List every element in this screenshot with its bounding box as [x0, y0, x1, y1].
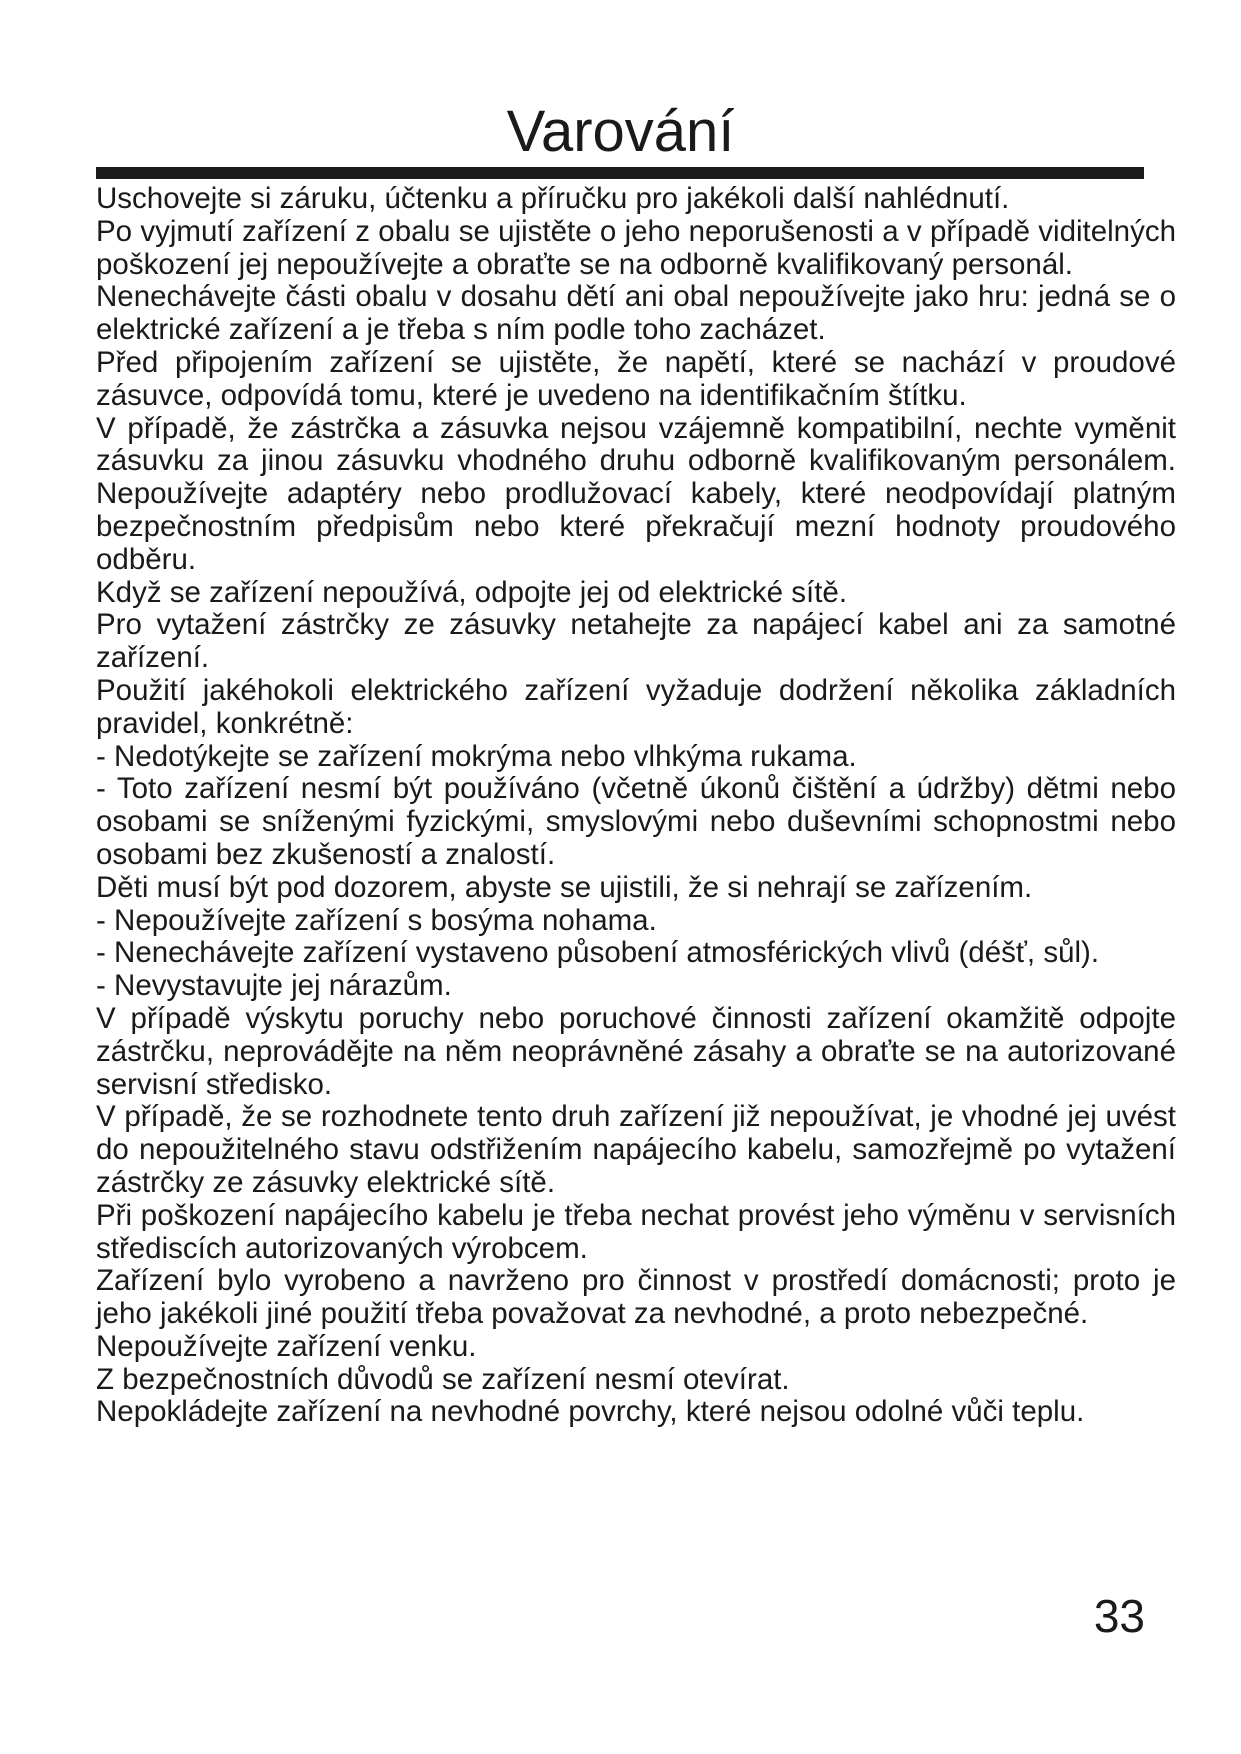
paragraph: Před připojením zařízení se ujistěte, že napětí, které se nachází v proudové zásuvce, odpovídá tomu, které je uvedeno na identifikačním štítku. [96, 345, 1176, 412]
list-item: - Nepoužívejte zařízení s bosýma nohama. [96, 903, 657, 937]
page-number: 33 [1093, 1590, 1145, 1642]
paragraph: Nenechávejte části obalu v dosahu dětí ani obal nepoužívejte jako hru: jedná se o elektrické zařízení a je třeba s ním podle toho zacházet. [96, 280, 1176, 347]
paragraph: Pro vytažení zástrčky ze zásuvky netahejte za napájecí kabel ani za samotné zařízení. [96, 608, 1176, 675]
paragraph: Z bezpečnostních důvodů se zařízení nesmí otevírat. [96, 1362, 790, 1396]
list-item: - Toto zařízení nesmí být používáno (včetně úkonů čištění a údržby) dětmi nebo osobami se sníženými fyzickými, smyslovými nebo duševními schopnostmi nebo osobami bez zkušeností a znalostí. [96, 772, 1176, 871]
paragraph: Nepoužívejte zařízení venku. [96, 1329, 477, 1363]
paragraph: Nepokládejte zařízení na nevhodné povrchy, které nejsou odolné vůči teplu. [96, 1395, 1085, 1429]
paragraph: V případě, že zástrčka a zásuvka nejsou vzájemně kompatibilní, nechte vyměnit zásuvku za jinou zásuvku vhodného druhu odborně kvalifikovaným personálem. Nepoužívejte adaptéry nebo prodlužovací kabely, které neodpovídají platným bezpečnostním předpisům nebo které překračují mezní hodnoty proudového odběru. [96, 411, 1176, 576]
list-item: - Nevystavujte jej nárazům. [96, 969, 452, 1003]
list-item: - Nedotýkejte se zařízení mokrýma nebo vlhkýma rukama. [96, 739, 857, 773]
paragraph: V případě, že se rozhodnete tento druh zařízení již nepoužívat, je vhodné jej uvést do nepoužitelného stavu odstřižením napájecího kabelu, samozřejmě po vytažení zástrčky ze zásuvky elektrické sítě. [96, 1100, 1176, 1199]
paragraph: Děti musí být pod dozorem, abyste se ujistili, že si nehrají se zařízením. [96, 870, 1033, 904]
page-title: Varování [506, 99, 735, 164]
paragraph: V případě výskytu poruchy nebo poruchové činnosti zařízení okamžitě odpojte zástrčku, neprovádějte na něm neoprávněné zásahy a obraťte se na autorizované servisní středisko. [96, 1001, 1176, 1101]
paragraph: Po vyjmutí zařízení z obalu se ujistěte o jeho neporušenosti a v případě viditelných poškození jej nepoužívejte a obraťte se na odborně kvalifikovaný personál. [96, 214, 1176, 281]
title-rule [96, 167, 1144, 179]
paragraph: Při poškození napájecího kabelu je třeba nechat provést jeho výměnu v servisních střediscích autorizovaných výrobcem. [96, 1198, 1176, 1265]
paragraph: Použití jakéhokoli elektrického zařízení vyžaduje dodržení několika základních pravidel, konkrétně: [96, 673, 1176, 740]
paragraph: Uschovejte si záruku, účtenku a příručku pro jakékoli další nahlédnutí. [96, 182, 1010, 215]
paragraph: Zařízení bylo vyrobeno a navrženo pro činnost v prostředí domácnosti; proto je jeho jakékoli jiné použití třeba považovat za nevhodné, a proto nebezpečné. [96, 1264, 1176, 1331]
warning-text-body [96, 183, 1176, 1429]
paragraph: Když se zařízení nepoužívá, odpojte jej od elektrické sítě. [96, 575, 848, 609]
list-item: - Nenechávejte zařízení vystaveno působení atmosférických vlivů (déšť, sůl). [96, 936, 1100, 970]
